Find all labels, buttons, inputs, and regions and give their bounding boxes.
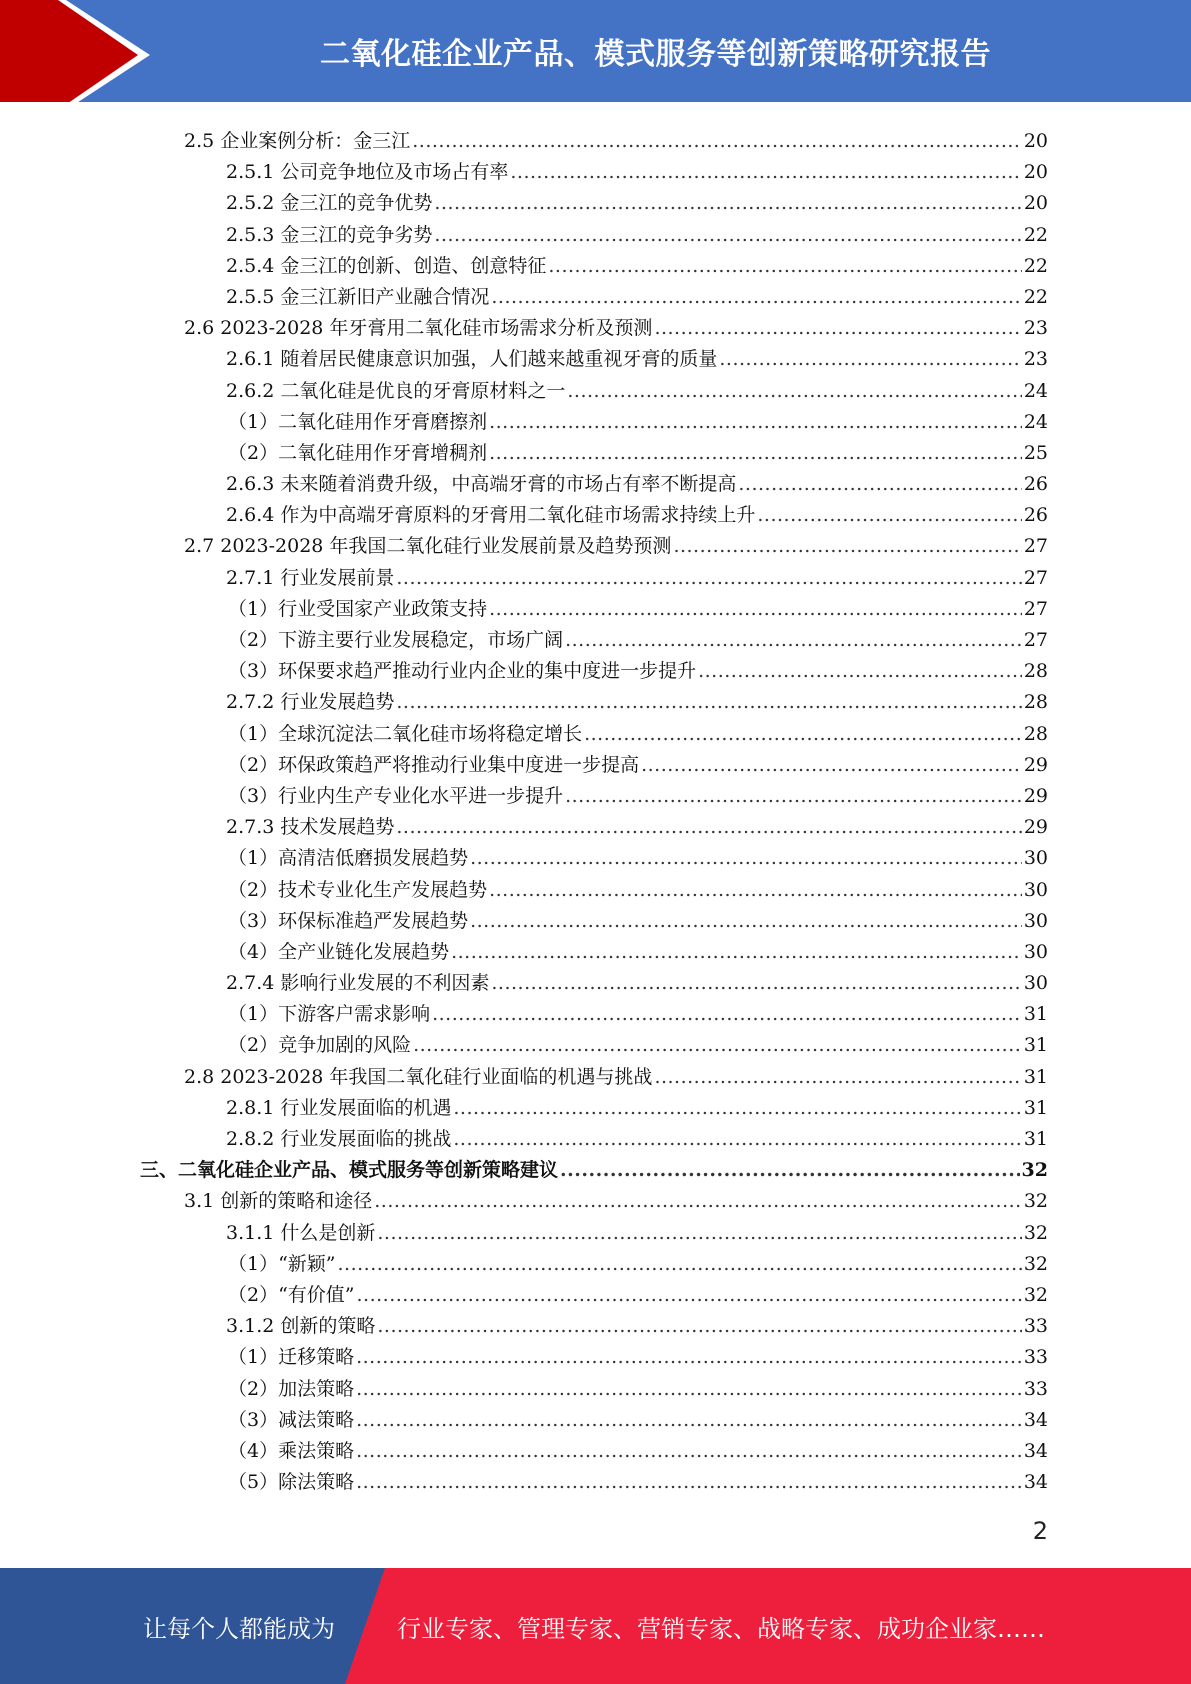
toc-dot-leader [698,656,1022,687]
toc-entry-page: 32 [1023,1252,1048,1275]
toc-entry-title: 2.7.2 行业发展趋势 [226,691,395,714]
toc-entry[interactable] [140,220,1048,251]
toc-entry-page: 32 [1023,1190,1048,1213]
toc-entry[interactable] [140,875,1048,906]
toc-dot-leader [654,313,1021,344]
toc-dot-leader [356,1342,1022,1373]
toc-dot-leader [491,968,1021,999]
toc-dot-leader [567,376,1021,407]
toc-entry-title: （1）二氧化硅用作牙膏磨擦剂 [228,410,488,433]
toc-dot-leader [432,999,1022,1030]
toc-dot-leader [453,1093,1021,1124]
toc-dot-leader [434,220,1021,251]
toc-entry[interactable] [140,1405,1048,1436]
toc-entry[interactable] [140,1030,1048,1061]
toc-entry[interactable] [140,1062,1048,1093]
toc-entry[interactable] [140,531,1048,562]
toc-entry[interactable] [140,750,1048,781]
toc-entry-page: 34 [1023,1471,1048,1494]
toc-dot-leader [470,843,1022,874]
toc-entry-title: 2.5.2 金三江的竞争优势 [226,192,433,215]
toc-entry-page: 29 [1023,753,1048,776]
toc-dot-leader [565,625,1022,656]
toc-dot-leader [489,875,1022,906]
toc-entry[interactable] [140,594,1048,625]
toc-entry-page: 31 [1023,1003,1048,1026]
toc-entry[interactable] [140,625,1048,656]
toc-dot-leader [560,1155,1020,1186]
toc-entry-title: 2.5.5 金三江新旧产业融合情况 [226,285,490,308]
toc-entry-title: （3）行业内生产专业化水平进一步提升 [228,784,564,807]
toc-dot-leader [641,750,1022,781]
toc-entry[interactable] [140,1342,1048,1373]
toc-dot-leader [453,1124,1021,1155]
toc-entry-page: 31 [1023,1128,1048,1150]
toc-entry[interactable] [140,1467,1048,1498]
toc-dot-leader [470,906,1022,937]
toc-entry-page: 24 [1023,410,1048,433]
toc-entry-page: 22 [1023,223,1048,246]
toc-entry[interactable] [140,1124,1048,1155]
toc-entry-page: 26 [1023,473,1048,496]
toc-entry-page: 27 [1023,597,1048,620]
toc-entry-page: 24 [1023,379,1048,402]
toc-entry[interactable] [140,126,1048,157]
toc-entry-title: （3）减法策略 [228,1408,355,1431]
toc-dot-leader [434,188,1021,219]
toc-entry-title: （2）“有价值” [228,1283,355,1306]
toc-dot-leader [584,719,1022,750]
toc-dot-leader [719,344,1021,375]
toc-entry[interactable] [140,1374,1048,1405]
toc-dot-leader [413,1030,1022,1061]
toc-dot-leader [396,563,1021,594]
toc-entry-title: （1）迁移策略 [228,1346,355,1369]
toc-entry[interactable] [140,1093,1048,1124]
toc-entry[interactable] [140,906,1048,937]
toc-entry-title: 2.6 2023-2028 年牙膏用二氧化硅市场需求分析及预测 [184,317,653,340]
toc-entry[interactable] [140,968,1048,999]
toc-entry-page: 34 [1023,1408,1048,1431]
toc-entry-page: 32 [1023,1283,1048,1306]
toc-dot-leader [356,1405,1022,1436]
toc-entry-page: 27 [1023,629,1048,651]
page-number: 2 [1032,1517,1048,1545]
toc-entry-title: （5）除法策略 [228,1471,355,1494]
toc-entry-title: （2）加法策略 [228,1377,355,1400]
toc-entry[interactable] [140,1155,1048,1186]
toc-entry[interactable] [140,843,1048,874]
toc-entry-page: 20 [1023,161,1048,184]
toc-dot-leader [548,251,1021,282]
toc-entry[interactable] [140,282,1048,313]
toc-entry[interactable] [140,781,1048,812]
toc-entry-title: （2）二氧化硅用作牙膏增稠剂 [228,441,488,464]
footer-slogan-left: 让每个人都能成为 [143,1614,335,1643]
toc-entry-page: 32 [1021,1159,1048,1182]
toc-entry-page: 30 [1023,878,1048,901]
toc-entry[interactable] [140,719,1048,750]
toc-entry-title: 2.6.4 作为中高端牙膏原料的牙膏用二氧化硅市场需求持续上升 [226,504,756,527]
toc-entry[interactable] [140,1249,1048,1280]
toc-entry-page: 26 [1023,504,1048,527]
toc-entry-title: 2.7.3 技术发展趋势 [226,816,395,839]
toc-entry[interactable] [140,999,1048,1030]
page-header [0,0,1191,110]
toc-dot-leader [356,1374,1022,1405]
toc-entry-page: 28 [1023,660,1048,683]
toc-entry-page: 30 [1023,972,1048,995]
toc-entry-title: 2.6.3 未来随着消费升级，中高端牙膏的市场占有率不断提高 [226,473,737,496]
toc-entry-page: 23 [1023,348,1048,371]
toc-dot-leader [396,687,1021,718]
toc-entry-title: （1）下游客户需求影响 [228,1003,431,1026]
toc-entry-page: 22 [1023,254,1048,277]
toc-entry-page: 33 [1023,1377,1048,1400]
toc-entry[interactable] [140,563,1048,594]
toc-entry[interactable] [140,438,1048,469]
toc-entry-page: 22 [1023,285,1048,308]
toc-entry[interactable] [140,469,1048,500]
toc-entry-title: 三、二氧化硅企业产品、模式服务等创新策略建议 [140,1159,559,1182]
toc-entry-title: （1）“新颖” [228,1252,336,1275]
toc-entry-title: 2.7.4 影响行业发展的不利因素 [226,972,490,995]
toc-dot-leader [396,812,1021,843]
toc-entry[interactable] [140,1280,1048,1311]
toc-entry[interactable] [140,812,1048,843]
toc-entry[interactable] [140,188,1048,219]
table-of-contents [140,126,1048,1498]
toc-dot-leader [565,781,1022,812]
toc-entry-page: 31 [1023,1034,1048,1057]
report-title: 二氧化硅企业产品、模式服务等创新策略研究报告 [320,37,991,72]
toc-dot-leader [654,1062,1021,1093]
toc-entry-page: 20 [1023,130,1048,152]
toc-dot-leader [412,126,1022,157]
toc-entry-page: 30 [1023,940,1048,963]
toc-dot-leader [489,407,1022,438]
toc-entry-page: 31 [1023,1065,1048,1088]
toc-dot-leader [757,500,1021,531]
toc-entry-page: 23 [1023,317,1048,340]
toc-dot-leader [357,1280,1022,1311]
toc-entry-title: 2.5.3 金三江的竞争劣势 [226,223,433,246]
toc-entry-title: （2）下游主要行业发展稳定，市场广阔 [228,629,564,651]
toc-entry-page: 20 [1023,192,1048,215]
toc-entry-title: （3）环保要求趋严推动行业内企业的集中度进一步提升 [228,660,697,683]
toc-dot-leader [489,438,1022,469]
toc-entry[interactable] [140,376,1048,407]
toc-entry-title: 2.6.1 随着居民健康意识加强，人们越来越重视牙膏的质量 [226,348,718,371]
toc-entry-page: 30 [1023,909,1048,932]
toc-dot-leader [510,157,1021,188]
toc-entry-title: 3.1 创新的策略和途径 [184,1190,373,1213]
toc-entry-page: 25 [1023,441,1048,464]
toc-entry-page: 33 [1023,1315,1048,1338]
toc-dot-leader [356,1436,1022,1467]
toc-entry-page: 31 [1023,1096,1048,1119]
toc-entry[interactable] [140,407,1048,438]
toc-dot-leader [356,1467,1022,1498]
toc-entry-title: 2.7 2023-2028 年我国二氧化硅行业发展前景及趋势预测 [184,535,672,558]
toc-entry[interactable] [140,656,1048,687]
toc-entry-page: 27 [1023,535,1048,558]
toc-entry[interactable] [140,1436,1048,1467]
toc-entry-page: 32 [1023,1221,1048,1244]
toc-entry-title: （1）行业受国家产业政策支持 [228,597,488,620]
toc-entry[interactable] [140,1311,1048,1342]
toc-entry-title: 3.1.1 什么是创新 [226,1221,376,1244]
toc-dot-leader [374,1186,1022,1217]
toc-entry-title: 2.6.2 二氧化硅是优良的牙膏原材料之一 [226,379,566,402]
toc-dot-leader [377,1311,1021,1342]
toc-entry-title: 2.5.1 公司竞争地位及市场占有率 [226,161,509,184]
toc-dot-leader [489,594,1022,625]
toc-entry-page: 34 [1023,1439,1048,1462]
toc-entry[interactable] [140,313,1048,344]
toc-entry[interactable] [140,1218,1048,1249]
toc-entry-title: （2）技术专业化生产发展趋势 [228,878,488,901]
toc-entry-title: 2.5 企业案例分析：金三江 [184,130,411,152]
toc-entry-page: 27 [1023,566,1048,589]
toc-entry[interactable] [140,1186,1048,1217]
toc-entry[interactable] [140,251,1048,282]
toc-entry[interactable] [140,687,1048,718]
toc-entry-title: 2.7.1 行业发展前景 [226,566,395,589]
toc-dot-leader [451,937,1022,968]
toc-entry[interactable] [140,157,1048,188]
toc-dot-leader [738,469,1021,500]
toc-entry-title: （2）竞争加剧的风险 [228,1034,412,1057]
toc-entry-title: （4）全产业链化发展趋势 [228,940,450,963]
toc-entry[interactable] [140,500,1048,531]
toc-dot-leader [491,282,1021,313]
page-footer [0,1568,1191,1684]
toc-entry-title: 2.5.4 金三江的创新、创造、创意特征 [226,254,547,277]
toc-entry[interactable] [140,937,1048,968]
toc-entry-title: （1）高清洁低磨损发展趋势 [228,847,469,870]
toc-dot-leader [377,1218,1021,1249]
toc-entry-title: 2.8.1 行业发展面临的机遇 [226,1096,452,1119]
toc-entry-title: （2）环保政策趋严将推动行业集中度进一步提高 [228,753,640,776]
toc-entry-page: 29 [1023,816,1048,839]
toc-entry[interactable] [140,344,1048,375]
toc-entry-title: 3.1.2 创新的策略 [226,1315,376,1338]
toc-dot-leader [338,1249,1022,1280]
toc-entry-page: 28 [1023,691,1048,714]
toc-entry-title: 2.8 2023-2028 年我国二氧化硅行业面临的机遇与挑战 [184,1065,653,1088]
footer-slogan-right: 行业专家、管理专家、营销专家、战略专家、成功企业家…… [397,1614,1045,1643]
toc-entry-title: （4）乘法策略 [228,1439,355,1462]
toc-entry-page: 33 [1023,1346,1048,1369]
toc-dot-leader [673,531,1021,562]
toc-entry-title: （3）环保标准趋严发展趋势 [228,909,469,932]
toc-entry-page: 29 [1023,784,1048,807]
toc-entry-title: （1）全球沉淀法二氧化硅市场将稳定增长 [228,722,583,745]
toc-entry-title: 2.8.2 行业发展面临的挑战 [226,1128,452,1150]
toc-entry-page: 28 [1023,722,1048,745]
toc-entry-page: 30 [1023,847,1048,870]
